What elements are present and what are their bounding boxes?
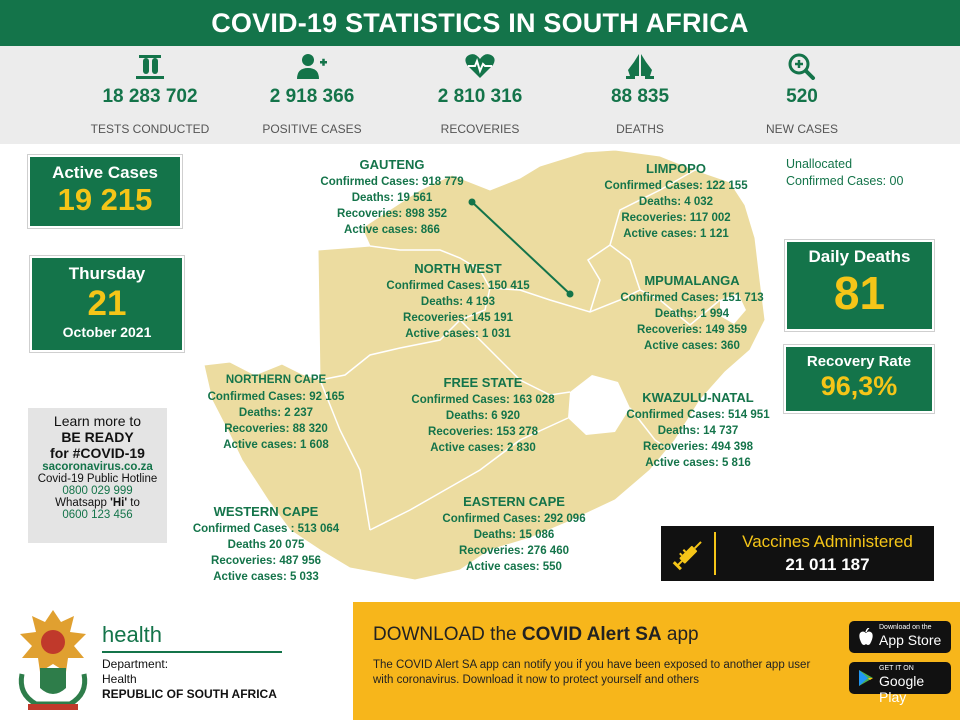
app-store-label: App Store [879,632,942,648]
unallocated-note [786,156,903,190]
stat-value: 2 810 316 [437,86,523,107]
province-confirmed: Confirmed Cases: 151 713 [620,292,764,304]
province-confirmed: Confirmed Cases: 292 096 [442,513,586,525]
app-store-small: Download on the [879,624,932,631]
province-recoveries: Recoveries: 494 398 [643,441,753,453]
date-number: 21 [87,284,127,323]
hotline-label: Covid-19 Public Hotline [37,473,158,485]
vaccines-divider [714,532,716,575]
province-recoveries: Recoveries: 276 460 [459,545,569,557]
province-recoveries: Recoveries: 153 278 [428,426,538,438]
banner-title-bold: COVID Alert SA [521,624,662,645]
province-kwazulu-natal [610,389,786,471]
stat-label: NEW CASES [765,122,838,136]
learn-line-2: BE READY [61,429,134,445]
province-name: MPUMALANGA [644,273,740,288]
website-link[interactable]: sacoronavirus.co.za [42,461,153,473]
google-play-label: Google Play [879,673,925,705]
province-confirmed: Confirmed Cases: 514 951 [626,409,770,421]
province-confirmed: Confirmed Cases: 92 165 [207,391,345,403]
department-line-3: REPUBLIC OF SOUTH AFRICA [102,687,277,701]
province-confirmed: Confirmed Cases : 513 064 [192,523,340,535]
department-divider [102,651,282,653]
province-recoveries: Recoveries: 145 191 [403,312,513,324]
province-name: FREE STATE [443,375,523,390]
recovery-rate-label: Recovery Rate [806,353,912,370]
active-cases-box [28,155,182,228]
whatsapp-number[interactable]: 0600 123 456 [62,509,133,521]
google-play-button[interactable] [849,662,951,705]
active-cases-value: 19 215 [57,182,153,217]
province-north-west [370,260,546,342]
province-recoveries: Recoveries: 149 359 [637,324,747,336]
daily-deaths-label: Daily Deaths [808,247,911,266]
active-cases-label: Active Cases [52,163,158,182]
department-logo-area [0,600,350,720]
whatsapp-label [28,497,167,509]
province-deaths: Deaths: 1 994 [654,308,730,320]
stats-bar [0,46,960,144]
department-line-1: Department: [102,657,169,671]
stat-label: POSITIVE CASES [262,122,362,136]
province-western-cape [180,503,352,585]
banner-title [373,624,699,646]
province-recoveries: Recoveries: 88 320 [224,423,328,435]
province-deaths: Deaths 20 075 [227,539,305,551]
province-confirmed: Confirmed Cases: 163 028 [411,394,555,406]
learn-line-1: Learn more to [53,413,142,429]
date-month-year: October 2021 [62,324,152,340]
syringe-icon [669,534,709,574]
department-text [102,657,277,702]
province-active: Active cases: 5 033 [213,571,319,583]
gauteng-leader-dot [567,291,574,298]
province-northern-cape [192,371,360,453]
province-name: EASTERN CAPE [463,494,565,509]
stat-value: 88 835 [610,86,670,107]
province-deaths: Deaths: 19 561 [351,192,433,204]
coat-of-arms-icon [14,604,92,714]
department-brand: health [102,622,162,647]
province-active: Active cases: 550 [466,561,562,573]
province-deaths: Deaths: 14 737 [657,425,739,437]
stat-value: 520 [786,86,818,107]
province-active: Active cases: 5 816 [645,457,751,469]
zoom-plus-icon [786,52,818,80]
test-tubes-icon [134,52,166,80]
province-active: Active cases: 866 [344,224,440,236]
province-name: GAUTENG [359,157,425,172]
banner-title-post: app [661,624,699,645]
province-active: Active cases: 360 [644,340,740,352]
province-confirmed: Confirmed Cases: 918 779 [320,176,464,188]
province-confirmed: Confirmed Cases: 122 155 [604,180,748,192]
date-day: Thursday [68,264,146,283]
province-active: Active cases: 2 830 [430,442,536,454]
page-title: COVID-19 STATISTICS IN SOUTH AFRICA [0,0,960,46]
province-active: Active cases: 1 608 [223,439,329,451]
province-active: Active cases: 1 031 [405,328,511,340]
banner-title-pre: DOWNLOAD the [373,624,522,645]
date-box [30,256,184,352]
banner-body: The COVID Alert SA app can notify you if you have been exposed to another app user with coronavirus. Download it now to protect yourself and others [373,659,811,686]
add-user-icon [296,52,328,80]
vaccines-value: 21 011 187 [785,555,870,574]
heartbeat-icon [464,52,496,80]
app-store-button[interactable] [849,621,951,653]
whatsapp-post: to [127,497,140,509]
province-active: Active cases: 1 121 [623,228,729,240]
province-name: NORTH WEST [414,261,502,276]
google-play-small: GET IT ON [879,665,914,672]
stat-value: 2 918 366 [269,86,355,107]
province-eastern-cape [428,493,600,575]
learn-line-3: for #COVID-19 [50,445,145,461]
province-name: WESTERN CAPE [213,504,319,519]
google-play-icon [857,669,875,687]
recovery-rate-box [784,345,934,413]
recovery-rate-value: 96,3% [820,371,898,401]
praying-hands-icon [624,52,656,80]
province-recoveries: Recoveries: 487 956 [211,555,321,567]
stat-value: 18 283 702 [102,86,198,107]
hotline-number[interactable]: 0800 029 999 [62,485,133,497]
province-deaths: Deaths: 15 086 [473,529,555,541]
stat-label: RECOVERIES [440,122,520,136]
province-mpumalanga [604,272,780,354]
province-name: NORTHERN CAPE [225,374,327,386]
province-deaths: Deaths: 6 920 [445,410,521,422]
daily-deaths-box [785,240,934,331]
province-limpopo [588,160,764,242]
unallocated-value: Confirmed Cases: 00 [786,174,904,188]
province-gauteng [300,156,484,238]
apple-icon [857,628,875,646]
vaccines-box [661,526,934,581]
covid-alert-banner [353,602,960,720]
province-deaths: Deaths: 4 193 [420,296,496,308]
province-deaths: Deaths: 4 032 [638,196,714,208]
whatsapp-hi: 'Hi' [110,497,128,509]
whatsapp-pre: Whatsapp [55,497,111,509]
province-deaths: Deaths: 2 237 [238,407,314,419]
department-line-2: Health [102,672,137,686]
stat-label: DEATHS [616,122,664,136]
province-confirmed: Confirmed Cases: 150 415 [386,280,530,292]
unallocated-title: Unallocated [786,157,853,171]
stat-label: TESTS CONDUCTED [90,122,210,136]
vaccines-label: Vaccines Administered [742,532,913,551]
province-name: KWAZULU-NATAL [642,390,754,405]
province-recoveries: Recoveries: 117 002 [621,212,731,224]
daily-deaths-value: 81 [833,267,886,319]
learn-more-box [28,408,167,543]
province-name: LIMPOPO [646,161,706,176]
province-recoveries: Recoveries: 898 352 [337,208,447,220]
province-free-state [395,374,571,456]
